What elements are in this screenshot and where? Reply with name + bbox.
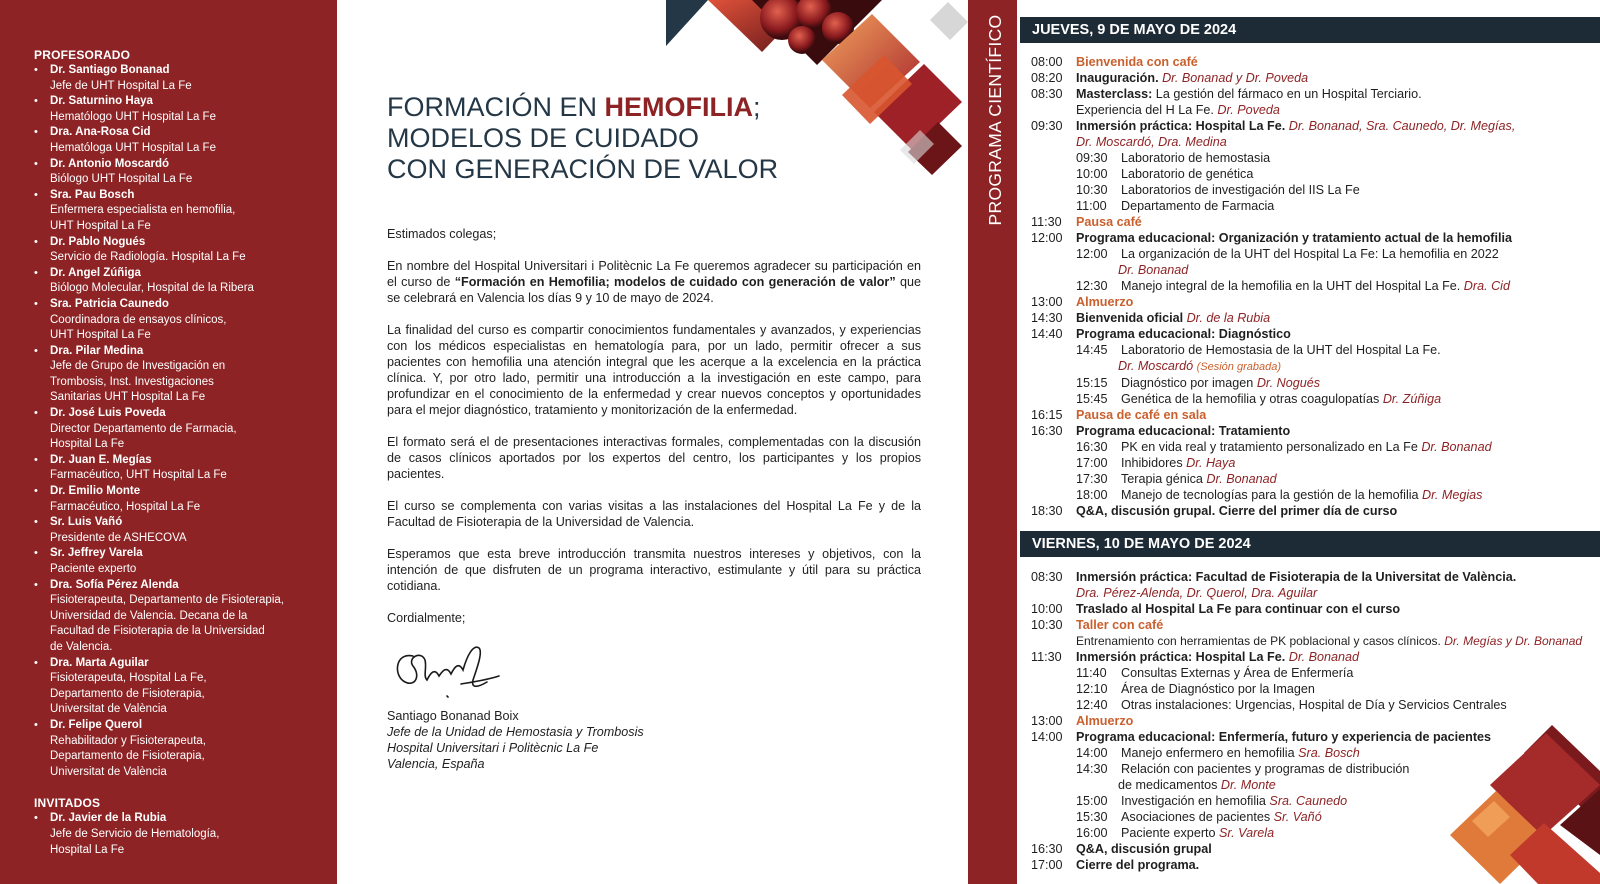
session-title: Otras instalaciones: Urgencias, Hospital de Día y Servicios Centrales (1121, 698, 1507, 712)
session-title: Manejo enfermero en hemofilia (1121, 746, 1295, 760)
letter-greeting: Estimados colegas; (387, 227, 497, 241)
agenda-item-continued (1031, 134, 1600, 150)
title-highlight: HEMOFILIA (604, 92, 754, 122)
faculty-member (34, 157, 337, 188)
session-title: Q&A, discusión grupal (1076, 842, 1212, 856)
agenda-item (1031, 423, 1600, 439)
agenda-item (1031, 601, 1600, 617)
time-label: 12:00 (1076, 247, 1108, 261)
letter-paragraph-3: El formato será el de presentaciones interactivas formales, complementadas con la discusión de casos clínicos aportados por los expertos del centro, los participantes y los propios pacientes. (387, 435, 921, 481)
session-title: Programa educacional: Diagnóstico (1076, 327, 1291, 341)
time-label: 16:30 (1031, 424, 1063, 438)
agenda-subitem (1031, 198, 1600, 214)
session-title: Inhibidores (1121, 456, 1183, 470)
time-label: 12:30 (1076, 279, 1108, 293)
time-label: 15:00 (1076, 794, 1108, 808)
member-role: Coordinadora de ensayos clínicos, UHT Hospital La Fe (50, 313, 227, 342)
letter-closing: Cordialmente; (387, 611, 466, 625)
day1-header: JUEVES, 9 DE MAYO DE 2024 (1020, 17, 1600, 43)
agenda-subitem (1031, 697, 1600, 713)
speaker: Dr. Bonanad (1118, 263, 1189, 277)
agenda-subitem (1031, 246, 1600, 262)
session-title: Almuerzo (1076, 714, 1134, 728)
speaker: Dr. Poveda (1217, 103, 1280, 117)
bullet-icon: • (34, 516, 38, 529)
agenda-subitem (1031, 665, 1600, 681)
speaker: Sr. Vañó (1273, 810, 1322, 824)
agenda-item (1031, 617, 1600, 633)
session-title: Masterclass: (1076, 87, 1153, 101)
speaker: Dra. Cid (1463, 279, 1510, 293)
recorded-note: (Sesión grabada) (1196, 361, 1282, 373)
time-label: 14:40 (1031, 327, 1063, 341)
time-label: 16:15 (1031, 408, 1063, 422)
session-title: Manejo de tecnologías para la gestión de la hemofilia (1121, 488, 1419, 502)
session-title: Cierre del programa. (1076, 858, 1200, 872)
agenda-item (1031, 569, 1600, 585)
time-label: 11:40 (1076, 666, 1107, 680)
session-title: Investigación en hemofilia (1121, 794, 1266, 808)
session-title: Taller con café (1076, 618, 1164, 632)
agenda-item (1031, 326, 1600, 342)
faculty-panel (0, 0, 337, 884)
session-title: Laboratorios de investigación del IIS La Fe (1121, 183, 1360, 197)
member-name: Dra. Pilar Medina (50, 344, 144, 357)
time-label: 09:30 (1031, 119, 1063, 133)
time-label: 14:00 (1031, 730, 1063, 744)
time-label: 17:30 (1076, 472, 1108, 486)
session-title: Programa educacional: Enfermería, futuro y experiencia de pacientes (1076, 730, 1492, 744)
bullet-icon: • (34, 812, 38, 825)
program-side-strip (968, 0, 1017, 884)
speaker: Dr. Bonanad (1206, 472, 1277, 486)
agenda-subitem (1031, 471, 1600, 487)
member-name: Dra. Sofía Pérez Alenda (50, 578, 179, 591)
agenda-subitem-continued (1031, 358, 1600, 375)
session-title: La organización de la UHT del Hospital La Fe: La hemofilia en 2022 (1121, 247, 1499, 261)
member-role: Rehabilitador y Fisioterapeuta, Departamento de Fisioterapia, Universitat de València (50, 734, 206, 778)
letter-panel (337, 0, 968, 884)
session-title: Inmersión práctica: Hospital La Fe. (1076, 650, 1286, 664)
time-label: 17:00 (1076, 456, 1108, 470)
faculty-heading: PROFESORADO (34, 48, 131, 62)
agenda-subitem (1031, 375, 1600, 391)
member-role: Fisioterapeuta, Hospital La Fe, Departamento de Fisioterapia, Universitat de València (50, 672, 207, 716)
agenda-item (1031, 54, 1600, 70)
faculty-member (34, 94, 337, 125)
time-label: 08:30 (1031, 87, 1063, 101)
session-title: Área de Diagnóstico por la Imagen (1121, 682, 1315, 696)
speaker: Sra. Bosch (1298, 746, 1360, 760)
member-name: Dr. Saturnino Haya (50, 95, 153, 108)
agenda-item (1031, 310, 1600, 326)
time-label: 15:30 (1076, 810, 1108, 824)
session-title: Manejo integral de la hemofilia en la UHT del Hospital La Fe. (1121, 279, 1461, 293)
speaker: Dr. Moscardó (1118, 359, 1194, 373)
title-line2: MODELOS DE CUIDADO (387, 123, 700, 153)
session-title: Almuerzo (1076, 295, 1134, 309)
time-label: 13:00 (1031, 714, 1063, 728)
member-role: Hematólogo UHT Hospital La Fe (50, 110, 216, 123)
faculty-member (34, 811, 337, 858)
guests-list (34, 811, 337, 858)
speaker: Dr. Bonanad y Dr. Poveda (1162, 71, 1309, 85)
letter-paragraph-1 (387, 258, 921, 306)
signer-place: Valencia, España (387, 757, 485, 771)
speaker: Dr. Moscardó, Dra. Medina (1076, 135, 1227, 149)
faculty-member (34, 656, 337, 718)
faculty-member (34, 546, 337, 577)
member-role: Jefe de Servicio de Hematología, Hospital La Fe (50, 827, 220, 856)
agenda-item (1031, 407, 1600, 423)
session-title: PK en vida real y tratamiento personalizado en La Fe (1121, 440, 1418, 454)
member-name: Dra. Marta Aguilar (50, 656, 149, 669)
faculty-member (34, 297, 337, 344)
welcome-letter (387, 226, 921, 642)
member-role: Enfermera especialista en hemofilia, UHT Hospital La Fe (50, 204, 236, 232)
time-label: 12:10 (1076, 682, 1108, 696)
day1-agenda (1031, 54, 1600, 519)
member-role: Farmacéutico, UHT Hospital La Fe (50, 469, 227, 482)
bullet-icon: • (34, 718, 38, 731)
session-title: Consultas Externas y Área de Enfermería (1121, 666, 1354, 680)
faculty-member (34, 484, 337, 515)
session-title: Departamento de Farmacia (1121, 199, 1275, 213)
speaker: Dr. Monte (1220, 778, 1276, 792)
agenda-subitem (1031, 182, 1600, 198)
bullet-icon: • (34, 407, 38, 420)
letter-p1-text: En nombre del Hospital Universitari i Politècnic La Fe queremos agradecer su participación en el curso de (387, 259, 921, 289)
faculty-member (34, 125, 337, 156)
faculty-list (34, 63, 337, 780)
agenda-item-continued (1031, 633, 1600, 649)
agenda-item (1031, 86, 1600, 102)
speaker: Dr. Zúñiga (1382, 392, 1442, 406)
agenda-subitem (1031, 278, 1600, 294)
agenda-item (1031, 503, 1600, 519)
faculty-member (34, 453, 337, 484)
bullet-icon: • (34, 235, 38, 248)
time-label: 15:45 (1076, 392, 1108, 406)
session-title: Inmersión práctica: Hospital La Fe. (1076, 119, 1286, 133)
member-role: Paciente experto (50, 563, 137, 575)
letter-paragraph-2: La finalidad del curso es compartir conocimientos fundamentales y avanzados, y experiencias con los médicos especialistas en hematología para, por un lado, permitir ofrecer a sus pacientes con hemofilia una atención integral que les acerque a la excelencia en la práctica clínica. Y, por otro lado, permitir una introducción a la investigación en este campo, para profundizar en el conocimiento de la enfermedad y crear nuevos conceptos y oportunidades para el mejor diagnóstico, tratamiento y monitorización de la enfermedad. (387, 323, 921, 417)
speaker: Dr. Nogués (1256, 376, 1321, 390)
agenda-subitem (1031, 681, 1600, 697)
bullet-icon: • (34, 344, 38, 357)
session-title: Inauguración. (1076, 71, 1159, 85)
time-label: 14:45 (1076, 343, 1108, 357)
time-label: 17:00 (1031, 858, 1063, 872)
bullet-icon: • (34, 64, 38, 76)
time-label: 18:30 (1031, 504, 1063, 518)
member-name: Dra. Ana-Rosa Cid (50, 126, 151, 139)
letter-paragraph-4: El curso se complementa con varias visitas a las instalaciones del Hospital La Fe y de la Facultad de Fisioterapia de la Universidad de Valencia. (387, 499, 921, 529)
agenda-subitem (1031, 391, 1600, 407)
time-label: 10:30 (1076, 183, 1108, 197)
session-description: de medicamentos (1118, 778, 1218, 792)
signer-title-2: Hospital Universitari i Politècnic La Fe (387, 741, 599, 755)
letter-p1-course-name: “Formación en Hemofilia; modelos de cuidado con generación de valor” (454, 275, 896, 289)
session-title: Programa educacional: Organización y tratamiento actual de la hemofilia (1076, 231, 1513, 245)
corner-decoration-graphic (1450, 725, 1600, 884)
member-name: Sr. Luis Vañó (50, 516, 123, 529)
member-name: Sra. Patricia Caunedo (50, 297, 169, 310)
session-title: Laboratorio de genética (1121, 167, 1254, 181)
time-label: 11:30 (1031, 650, 1062, 664)
faculty-member (34, 63, 337, 94)
member-role: Presidente de ASHECOVA (50, 531, 187, 544)
session-title: Paciente experto (1121, 826, 1216, 840)
time-label: 14:30 (1076, 762, 1108, 776)
agenda-item-continued (1031, 102, 1600, 118)
session-title: Pausa café (1076, 215, 1142, 229)
agenda-subitem (1031, 166, 1600, 182)
session-title: Traslado al Hospital La Fe para continuar con el curso (1076, 602, 1401, 616)
agenda-item (1031, 118, 1600, 134)
bullet-icon: • (34, 266, 38, 279)
bullet-icon: • (34, 547, 38, 560)
member-role: Fisioterapeuta, Departamento de Fisioterapia, Universidad de Valencia. Decana de la Facultad de Fisioterapia de la Universidad de Valencia. (50, 594, 284, 653)
member-name: Sr. Jeffrey Varela (50, 547, 143, 560)
agenda-subitem-continued (1031, 262, 1600, 278)
time-label: 14:00 (1076, 746, 1108, 760)
signer-title-1: Jefe de la Unidad de Hemostasia y Trombosis (387, 725, 644, 739)
member-name: Dr. Pablo Nogués (50, 235, 146, 248)
time-label: 16:30 (1031, 842, 1063, 856)
session-title: Programa educacional: Tratamiento (1076, 424, 1291, 438)
time-label: 10:00 (1076, 167, 1108, 181)
session-title: Relación con pacientes y programas de distribución (1121, 762, 1410, 776)
time-label: 14:30 (1031, 311, 1063, 325)
member-role: Director Departamento de Farmacia, Hospital La Fe (50, 422, 237, 451)
bullet-icon: • (34, 485, 38, 498)
agenda-item (1031, 230, 1600, 246)
member-name: Dr. Emilio Monte (50, 485, 141, 498)
session-title: Bienvenida con café (1076, 55, 1198, 69)
bullet-icon: • (34, 188, 38, 201)
time-label: 13:00 (1031, 295, 1063, 309)
faculty-member (34, 718, 337, 780)
time-label: 08:20 (1031, 71, 1063, 85)
time-label: 15:15 (1076, 376, 1108, 390)
member-name: Dr. Santiago Bonanad (50, 64, 170, 76)
member-name: Dr. Antonio Moscardó (50, 157, 170, 170)
faculty-member (34, 344, 337, 406)
agenda-item (1031, 294, 1600, 310)
session-description: Experiencia del H La Fe. (1076, 103, 1214, 117)
member-role: Jefe de Grupo de Investigación en Trombosis, Inst. Investigaciones Sanitarias UHT Hospital La Fe (50, 360, 226, 404)
member-role: Biólogo Molecular, Hospital de la Ribera (50, 282, 254, 295)
time-label: 11:30 (1031, 215, 1062, 229)
session-title: Genética de la hemofilia y otras coagulopatías (1121, 392, 1380, 406)
faculty-member (34, 578, 337, 656)
session-title: Terapia génica (1121, 472, 1203, 486)
time-label: 18:00 (1076, 488, 1108, 502)
signer-name: Santiago Bonanad Boix (387, 709, 519, 723)
bullet-icon: • (34, 157, 38, 170)
course-title (387, 92, 778, 185)
member-name: Dr. Juan E. Megías (50, 453, 152, 466)
faculty-member (34, 235, 337, 266)
title-line1-b: ; (753, 92, 761, 122)
agenda-subitem (1031, 150, 1600, 166)
session-title: Pausa de café en sala (1076, 408, 1207, 422)
day2-header: VIERNES, 10 DE MAYO DE 2024 (1020, 531, 1600, 557)
title-line3: CON GENERACIÓN DE VALOR (387, 154, 779, 184)
session-description: Entrenamiento con herramientas de PK poblacional y casos clínicos. (1076, 634, 1441, 648)
time-label: 10:30 (1031, 618, 1063, 632)
agenda-item (1031, 214, 1600, 230)
agenda-item-continued (1031, 585, 1600, 601)
member-role: Servicio de Radiología. Hospital La Fe (50, 251, 246, 264)
session-title: Q&A, discusión grupal. Cierre del primer día de curso (1076, 504, 1398, 518)
member-name: Sra. Pau Bosch (50, 188, 135, 201)
speaker: Dr. Megias (1422, 488, 1483, 502)
session-title: Inmersión práctica: Facultad de Fisioterapia de la Universitat de València. (1076, 570, 1517, 584)
letter-p1-dates: que se celebrará en Valencia los días 9 y 10 de mayo de 2024. (387, 275, 922, 305)
agenda-subitem (1031, 455, 1600, 471)
agenda-item (1031, 70, 1600, 86)
session-description: La gestión del fármaco en un Hospital Terciario. (1152, 87, 1422, 101)
faculty-member (34, 515, 337, 546)
member-name: Dr. Javier de la Rubia (50, 812, 167, 825)
handwritten-signature (391, 636, 501, 702)
time-label: 16:30 (1076, 440, 1108, 454)
agenda-subitem (1031, 439, 1600, 455)
bullet-icon: • (34, 578, 38, 591)
member-name: Dr. Angel Zúñiga (50, 266, 141, 279)
program-side-title: PROGRAMA CIENTÍFICO (985, 14, 1005, 226)
faculty-member (34, 188, 337, 235)
member-role: Jefe de UHT Hospital La Fe (50, 79, 192, 92)
speaker: Dr. Bonanad (1421, 440, 1492, 454)
member-role: Biólogo UHT Hospital La Fe (50, 173, 193, 186)
member-role: Farmacéutico, Hospital La Fe (50, 500, 201, 513)
speaker: Dra. Pérez-Alenda, Dr. Querol, Dra. Aguilar (1076, 586, 1318, 600)
session-title: Laboratorio de Hemostasia de la UHT del Hospital La Fe. (1121, 343, 1441, 357)
session-title: Bienvenida oficial (1076, 311, 1184, 325)
time-label: 16:00 (1076, 826, 1108, 840)
speaker: Dr. Bonanad (1288, 650, 1359, 664)
bullet-icon: • (34, 95, 38, 108)
time-label: 10:00 (1031, 602, 1063, 616)
title-line1-a: FORMACIÓN EN (387, 92, 605, 122)
agenda-subitem (1031, 342, 1600, 358)
time-label: 08:00 (1031, 55, 1063, 69)
speaker: Dr. Bonanad, Sra. Caunedo, Dr. Megías, (1288, 119, 1516, 133)
time-label: 08:30 (1031, 570, 1063, 584)
speaker: Sr. Varela (1219, 826, 1275, 840)
speaker: Sra. Caunedo (1269, 794, 1348, 808)
letter-paragraph-5: Esperamos que esta breve introducción transmita nuestros intereses y objetivos, con la intención de que disfruten de un programa interactivo, estimulante y útil para su práctica cotidiana. (387, 547, 921, 593)
session-title: Diagnóstico por imagen (1121, 376, 1254, 390)
time-label: 12:40 (1076, 698, 1108, 712)
bullet-icon: • (34, 656, 38, 669)
bullet-icon: • (34, 453, 38, 466)
faculty-member (34, 266, 337, 297)
agenda-subitem (1031, 487, 1600, 503)
member-name: Dr. José Luis Poveda (50, 407, 166, 420)
bullet-icon: • (34, 297, 38, 310)
agenda-item (1031, 649, 1600, 665)
session-title: Laboratorio de hemostasia (1121, 151, 1271, 165)
session-title: Asociaciones de pacientes (1121, 810, 1271, 824)
time-label: 12:00 (1031, 231, 1063, 245)
speaker: Dr. Haya (1186, 456, 1236, 470)
time-label: 09:30 (1076, 151, 1108, 165)
time-label: 11:00 (1076, 199, 1107, 213)
faculty-member (34, 406, 337, 453)
signer-block (387, 708, 644, 772)
speaker: Dr. de la Rubia (1186, 311, 1271, 325)
bullet-icon: • (34, 126, 38, 139)
speaker: Dr. Megías y Dr. Bonanad (1444, 634, 1583, 648)
member-role: Hematóloga UHT Hospital La Fe (50, 141, 216, 154)
member-name: Dr. Felipe Querol (50, 718, 143, 731)
guests-heading: INVITADOS (34, 796, 101, 811)
